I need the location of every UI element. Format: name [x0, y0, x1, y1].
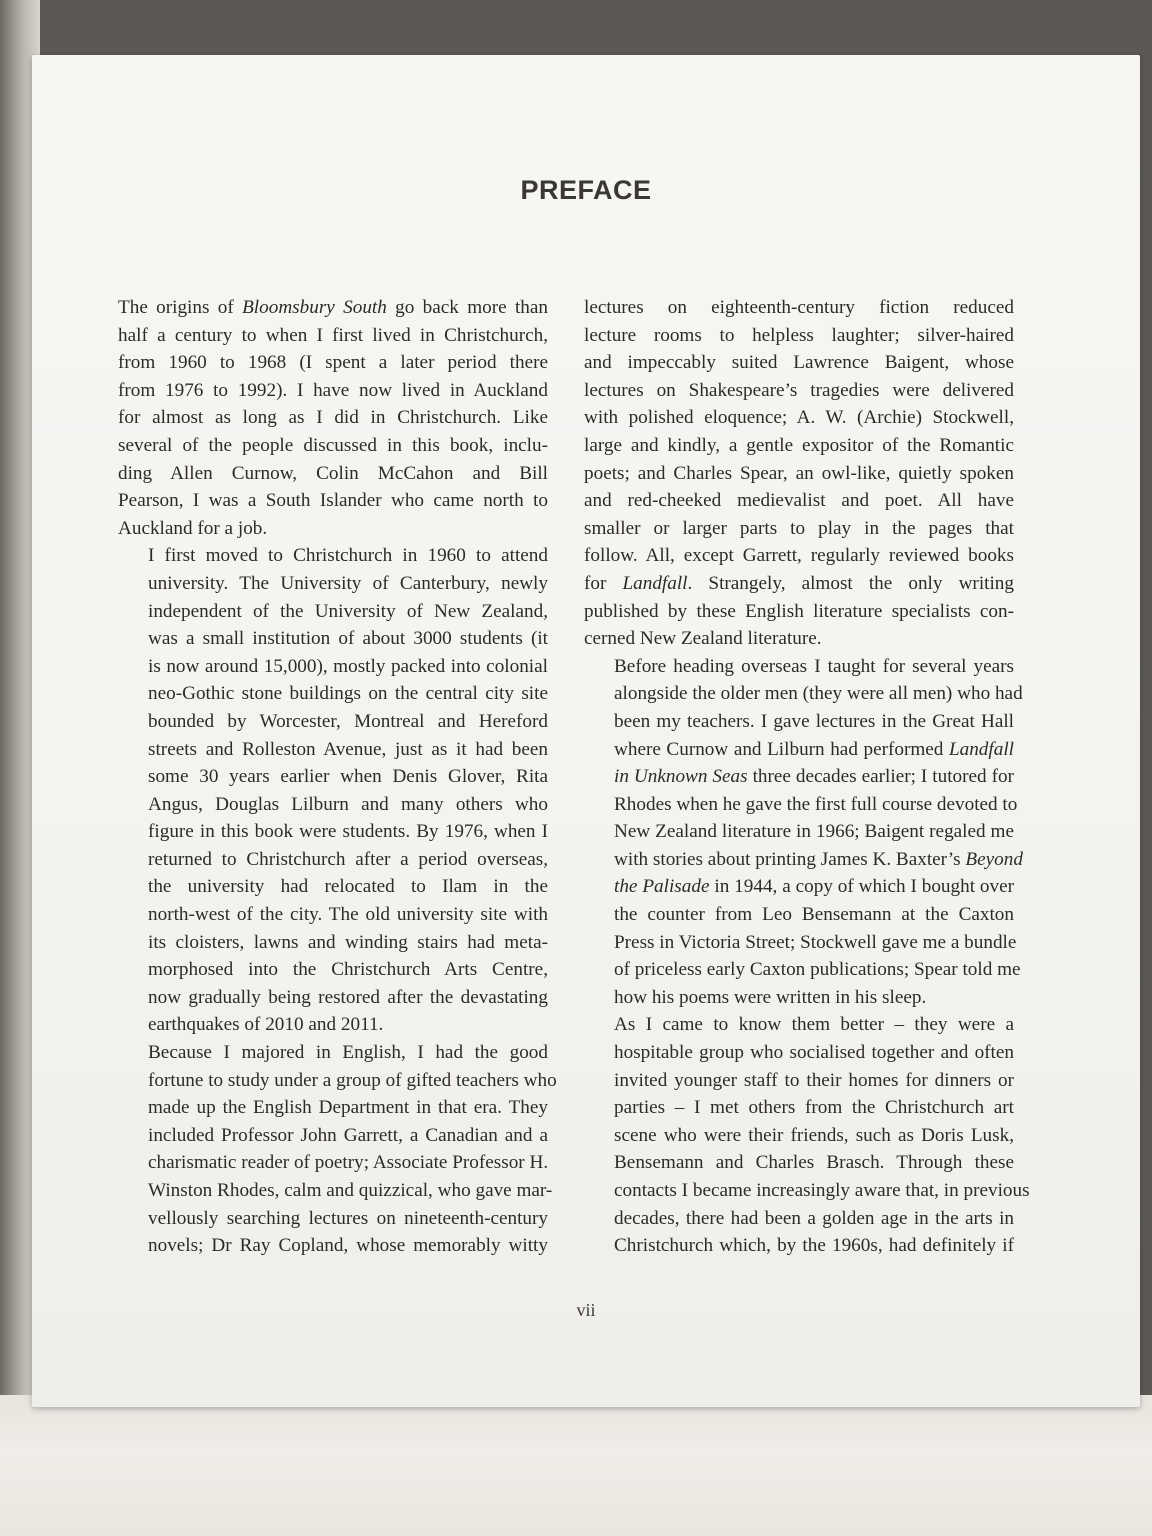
text-line: been my teachers. I gave lectures in the Great Hall	[614, 710, 1014, 732]
text-line: north-west of the city. The old university site with	[148, 904, 548, 926]
text-line: New Zealand literature in 1966; Baigent regaled me	[614, 821, 1014, 843]
text-line: where Curnow and Lilburn had performed Landfall	[614, 738, 1014, 760]
text-line: smaller or larger parts to play in the pages that	[584, 517, 1014, 539]
text-line: invited younger staff to their homes for dinners or	[614, 1069, 1014, 1091]
text-line: Bensemann and Charles Brasch. Through these	[614, 1152, 1014, 1174]
text-line: with polished eloquence; A. W. (Archie) Stockwell,	[584, 407, 1014, 429]
text-line: lectures on Shakespeare’s tragedies were delivered	[584, 379, 1014, 401]
text-line: independent of the University of New Zealand,	[148, 600, 548, 622]
italic-title: the Palisade	[614, 876, 710, 898]
paragraph	[584, 653, 1023, 1012]
text-line: Press in Victoria Street; Stockwell gave me a bundle	[614, 931, 1017, 953]
text-line: with stories about printing James K. Baxter’s Beyond	[614, 848, 1023, 870]
text-line: bounded by Worcester, Montreal and Hereford	[148, 710, 548, 732]
text-line: novels; Dr Ray Copland, whose memorably witty	[148, 1235, 548, 1257]
text-line: made up the English Department in that era. They	[148, 1097, 548, 1119]
text-line: now gradually being restored after the devastating	[148, 986, 548, 1008]
text-line: lectures on eighteenth-century fiction reduced	[584, 297, 1014, 318]
text-line: Auckland for a job.	[118, 517, 268, 539]
text-line: Angus, Douglas Lilburn and many others who	[148, 793, 548, 815]
italic-title: Beyond	[965, 848, 1023, 870]
text-line: and impeccably suited Lawrence Baigent, whose	[584, 352, 1014, 374]
italic-title: Bloomsbury South	[242, 297, 387, 318]
text-line: Pearson, I was a South Islander who came north to	[118, 490, 548, 512]
italic-title: Landfall	[622, 572, 688, 594]
paragraph	[118, 294, 548, 542]
text-line: large and kindly, a gentle expositor of the Romantic	[584, 434, 1014, 456]
text-line: As I came to know them better – they were a	[614, 1014, 1014, 1036]
text-line: follow. All, except Garrett, regularly reviewed books	[584, 545, 1014, 567]
text-line: parties – I met others from the Christchurch art	[614, 1097, 1014, 1119]
text-line: returned to Christchurch after a period overseas,	[148, 848, 548, 870]
text-line: Before heading overseas I taught for several years	[614, 655, 1014, 677]
book-page	[32, 55, 1140, 1407]
text-line: Because I majored in English, I had the good	[148, 1042, 548, 1064]
text-line: university. The University of Canterbury, newly	[148, 572, 548, 594]
underlying-page	[0, 1395, 1152, 1536]
text-line: streets and Rolleston Avenue, just as it had been	[148, 738, 548, 760]
text-line: hospitable group who socialised together and often	[614, 1042, 1014, 1064]
text-line: several of the people discussed in this book, inclu-	[118, 434, 548, 456]
text-line: its cloisters, lawns and winding stairs had meta-	[148, 931, 548, 953]
text-line: from 1960 to 1968 (I spent a later period there	[118, 352, 548, 374]
text-line: from 1976 to 1992). I have now lived in Auckland	[118, 379, 548, 401]
text-line: in Unknown Seas three decades earlier; I tutored for	[614, 766, 1014, 788]
text-line: decades, there had been a golden age in the arts in	[614, 1207, 1014, 1229]
paragraph	[584, 294, 1014, 653]
text-line: morphosed into the Christchurch Arts Centre,	[148, 959, 548, 981]
text-line: the counter from Leo Bensemann at the Caxton	[614, 904, 1014, 926]
text-line: vellously searching lectures on nineteenth-century	[148, 1207, 548, 1229]
text-line: some 30 years earlier when Denis Glover, Rita	[148, 766, 548, 788]
text-line: for almost as long as I did in Christchurch. Like	[118, 407, 548, 429]
page-number: vii	[576, 1300, 596, 1320]
text-line: the Palisade in 1944, a copy of which I bought over	[614, 876, 1014, 898]
text-line: The origins of Bloomsbury South go back more than	[118, 297, 548, 318]
text-line: Christchurch which, by the 1960s, had definitely if	[614, 1235, 1014, 1257]
text-line: poets; and Charles Spear, an owl-like, quietly spoken	[584, 462, 1014, 484]
page-title: PREFACE	[520, 175, 652, 205]
text-line: included Professor John Garrett, a Canadian and a	[148, 1124, 548, 1146]
text-line: contacts I became increasingly aware that, in previous	[614, 1180, 1030, 1201]
text-line: Winston Rhodes, calm and quizzical, who gave mar-	[148, 1180, 553, 1201]
text-line: and red-cheeked medievalist and poet. All have	[584, 490, 1014, 512]
text-line: the university had relocated to Ilam in the	[148, 876, 548, 898]
text-line: scene who were their friends, such as Doris Lusk,	[614, 1124, 1014, 1146]
right-column	[584, 294, 1030, 1260]
text-line: was a small institution of about 3000 students (it	[148, 628, 548, 650]
text-line: I first moved to Christchurch in 1960 to attend	[148, 545, 548, 567]
text-line: how his poems were written in his sleep.	[614, 986, 927, 1008]
text-line: lecture rooms to helpless laughter; silver-haired	[584, 324, 1014, 346]
text-line: cerned New Zealand literature.	[584, 628, 822, 650]
paragraph	[584, 1011, 1030, 1259]
italic-title: in Unknown Seas	[614, 766, 748, 788]
text-line: half a century to when I first lived in Christchurch,	[118, 324, 548, 346]
text-line: neo-Gothic stone buildings on the central city site	[148, 683, 548, 705]
text-line: ding Allen Curnow, Colin McCahon and Bill	[118, 462, 548, 484]
text-line: is now around 15,000), mostly packed into colonial	[148, 655, 548, 677]
text-line: fortune to study under a group of gifted teachers who	[148, 1069, 557, 1091]
paragraph	[118, 1039, 557, 1260]
text-line: of priceless early Caxton publications; Spear told me	[614, 959, 1021, 981]
italic-title: Landfall	[948, 738, 1014, 760]
left-column	[118, 294, 557, 1260]
text-line: earthquakes of 2010 and 2011.	[148, 1014, 384, 1036]
text-line: figure in this book were students. By 1976, when I	[148, 821, 548, 843]
paragraph	[118, 542, 548, 1039]
text-line: Rhodes when he gave the first full course devoted to	[614, 793, 1018, 815]
text-line: for Landfall. Strangely, almost the only writing	[584, 572, 1014, 594]
text-line: alongside the older men (they were all men) who had	[614, 683, 1023, 705]
text-line: charismatic reader of poetry; Associate Professor H.	[148, 1152, 549, 1174]
text-line: published by these English literature specialists con-	[584, 600, 1014, 622]
